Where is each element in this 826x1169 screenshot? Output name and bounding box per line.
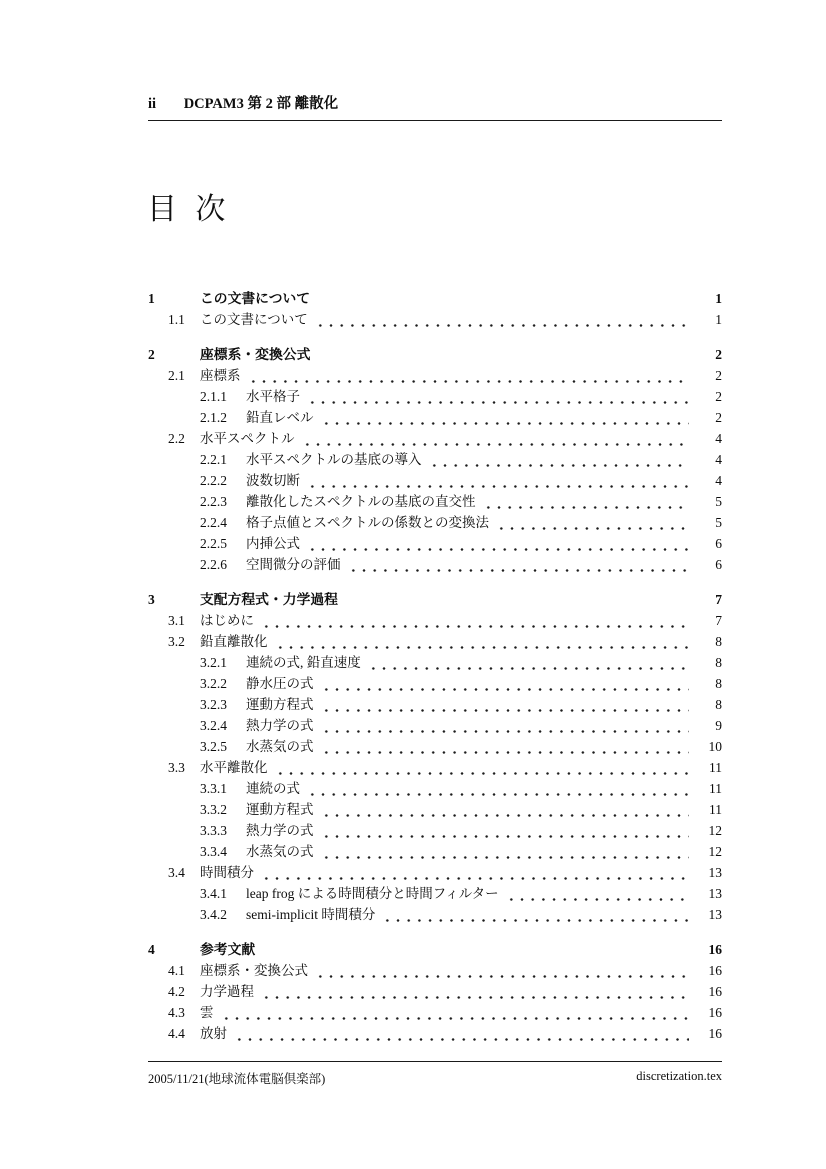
toc-entry-row <box>148 673 722 694</box>
toc-entry-row <box>148 883 722 904</box>
toc-entry-title: 水平スペクトルの基底の導入 <box>246 452 422 467</box>
toc-entry-number: 1 <box>148 291 155 306</box>
toc-entry-title: 静水圧の式 <box>246 676 314 691</box>
header-document-title: DCPAM3 第 2 部 離散化 <box>183 96 339 112</box>
toc-entry-row <box>148 610 722 631</box>
toc-entry-row <box>148 960 722 981</box>
toc-entry-page: 10 <box>708 739 722 754</box>
toc-entry-title: 座標系・変換公式 <box>200 963 308 978</box>
toc-entry-page: 2 <box>715 347 722 362</box>
toc-entry-number: 3.2.5 <box>200 739 227 754</box>
toc-dot-leader <box>313 960 689 981</box>
toc-entry-number: 4 <box>148 942 155 957</box>
toc-entry-title: 水平離散化 <box>200 760 268 775</box>
toc-entry-page: 16 <box>708 1026 722 1041</box>
toc-dot-leader <box>319 715 690 736</box>
toc-entry-row <box>148 470 722 491</box>
toc-entry-number: 3.4.2 <box>200 907 227 922</box>
toc-entry-number: 3.2.3 <box>200 697 227 712</box>
toc-entry-title: 運動方程式 <box>246 802 314 817</box>
toc-entry-number: 3.3.3 <box>200 823 227 838</box>
toc-entry-number: 3 <box>148 592 155 607</box>
toc-entry-number: 2.2.2 <box>200 473 227 488</box>
toc-entry-page: 13 <box>708 865 722 880</box>
toc-dot-leader <box>427 449 690 470</box>
toc-entry-number: 2.1.2 <box>200 410 227 425</box>
toc-entry-number: 2.2 <box>168 431 185 446</box>
toc-entry-title: 座標系・変換公式 <box>200 347 311 362</box>
toc-dot-leader <box>380 904 689 925</box>
toc-dot-leader <box>346 554 690 575</box>
toc-entry-number: 2.1.1 <box>200 389 227 404</box>
toc-entry-page: 5 <box>715 515 722 530</box>
toc-entry-row <box>148 386 722 407</box>
toc-dot-leader <box>219 1002 690 1023</box>
toc-dot-leader <box>481 491 690 512</box>
toc-dot-leader <box>319 841 690 862</box>
toc-entry-title: この文書について <box>200 312 308 327</box>
toc-entry-row <box>148 1002 722 1023</box>
toc-entry-number: 3.2.1 <box>200 655 227 670</box>
toc-entry-number: 3.2 <box>168 634 185 649</box>
toc-dot-leader <box>305 470 689 491</box>
toc-dot-leader <box>494 512 689 533</box>
toc-entry-number: 4.3 <box>168 1005 185 1020</box>
header-page-number: ii <box>148 96 157 112</box>
toc-entry-page: 2 <box>715 410 722 425</box>
toc-entry-title: 鉛直レベル <box>246 410 314 425</box>
toc-dot-leader <box>232 1023 689 1044</box>
toc-entry-page: 16 <box>708 942 722 957</box>
toc-entry-number: 3.3 <box>168 760 185 775</box>
toc-entry-row <box>148 407 722 428</box>
toc-entry-row <box>148 428 722 449</box>
page-header <box>148 92 722 121</box>
toc <box>148 288 722 1044</box>
toc-dot-leader <box>319 799 690 820</box>
footer-filename: discretization.tex <box>636 1069 722 1083</box>
toc-entry-title: 水蒸気の式 <box>246 844 314 859</box>
toc-entry-number: 4.1 <box>168 963 185 978</box>
toc-entry-title: 連続の式 <box>246 781 300 796</box>
toc-entry-page: 11 <box>709 802 722 817</box>
toc-entry-title: 水蒸気の式 <box>246 739 314 754</box>
toc-entry-number: 2.2.4 <box>200 515 227 530</box>
toc-entry-number: 2 <box>148 347 155 362</box>
toc-dot-leader <box>305 778 689 799</box>
toc-entry-number: 2.2.5 <box>200 536 227 551</box>
toc-entry-row <box>148 554 722 575</box>
toc-entry-title: 雲 <box>200 1005 214 1020</box>
toc-entry-page: 1 <box>715 312 722 327</box>
toc-chapter-row <box>148 589 722 610</box>
toc-entry-page: 8 <box>715 697 722 712</box>
toc-entry-row <box>148 694 722 715</box>
toc-dot-leader <box>259 610 689 631</box>
toc-entry-title: 運動方程式 <box>246 697 314 712</box>
toc-entry-row <box>148 981 722 1002</box>
toc-entry-number: 3.4.1 <box>200 886 227 901</box>
toc-entry-row <box>148 736 722 757</box>
toc-entry-title: 水平スペクトル <box>200 431 295 446</box>
toc-entry-row <box>148 757 722 778</box>
toc-entry-row <box>148 862 722 883</box>
toc-entry-number: 1.1 <box>168 312 185 327</box>
toc-entry-title: はじめに <box>200 613 254 628</box>
toc-entry-page: 8 <box>715 655 722 670</box>
toc-entry-row <box>148 449 722 470</box>
toc-dot-leader <box>259 862 689 883</box>
toc-entry-page: 2 <box>715 389 722 404</box>
toc-entry-row <box>148 799 722 820</box>
toc-chapter-row <box>148 344 722 365</box>
toc-entry-page: 9 <box>715 718 722 733</box>
toc-entry-page: 13 <box>708 886 722 901</box>
toc-entry-row <box>148 820 722 841</box>
toc-entry-page: 4 <box>715 452 722 467</box>
toc-entry-row <box>148 512 722 533</box>
toc-entry-page: 7 <box>715 592 722 607</box>
toc-entry-page: 16 <box>708 984 722 999</box>
toc-dot-leader <box>313 309 689 330</box>
toc-entry-row <box>148 309 722 330</box>
toc-entry-row <box>148 652 722 673</box>
toc-dot-leader <box>319 736 690 757</box>
toc-entry-title: 参考文献 <box>200 942 256 957</box>
toc-dot-leader <box>300 428 690 449</box>
toc-entry-page: 8 <box>715 634 722 649</box>
toc-entry-page: 16 <box>708 1005 722 1020</box>
toc-entry-row <box>148 841 722 862</box>
toc-entry-number: 3.2.4 <box>200 718 227 733</box>
toc-entry-title: semi-implicit 時間積分 <box>246 907 376 922</box>
toc-dot-leader <box>259 981 689 1002</box>
toc-entry-page: 6 <box>715 557 722 572</box>
toc-entry-title: 水平格子 <box>246 389 300 404</box>
toc-entry-title: 力学過程 <box>200 984 254 999</box>
toc-entry-page: 12 <box>708 823 722 838</box>
toc-entry-title: 離散化したスペクトルの基底の直交性 <box>246 494 476 509</box>
toc-entry-number: 3.3.1 <box>200 781 227 796</box>
toc-dot-leader <box>319 407 690 428</box>
toc-dot-leader <box>246 365 690 386</box>
toc-entry-title: 熱力学の式 <box>246 718 314 733</box>
toc-entry-title: 格子点値とスペクトルの係数との変換法 <box>246 515 489 530</box>
toc-entry-row <box>148 715 722 736</box>
toc-chapter-row <box>148 939 722 960</box>
toc-entry-number: 2.2.6 <box>200 557 227 572</box>
footer-date-credit: 2005/11/21(地球流体電脳倶楽部) <box>148 1072 326 1086</box>
toc-entry-title: 空間微分の評価 <box>246 557 341 572</box>
toc-entry-number: 2.2.3 <box>200 494 227 509</box>
toc-entry-row <box>148 365 722 386</box>
toc-entry-number: 3.3.4 <box>200 844 227 859</box>
page-footer <box>148 1061 722 1087</box>
toc-entry-number: 3.4 <box>168 865 185 880</box>
toc-entry-page: 13 <box>708 907 722 922</box>
toc-entry-row <box>148 491 722 512</box>
toc-entry-number: 3.1 <box>168 613 185 628</box>
toc-entry-page: 4 <box>715 431 722 446</box>
toc-entry-row <box>148 533 722 554</box>
toc-dot-leader <box>305 533 689 554</box>
toc-entry-page: 11 <box>709 781 722 796</box>
toc-entry-page: 11 <box>709 760 722 775</box>
toc-entry-title: 波数切断 <box>246 473 300 488</box>
toc-title: 目 次 <box>147 193 227 226</box>
toc-entry-page: 8 <box>715 676 722 691</box>
toc-dot-leader <box>504 883 689 904</box>
toc-entry-number: 2.2.1 <box>200 452 227 467</box>
toc-entry-page: 1 <box>715 291 722 306</box>
toc-entry-page: 12 <box>708 844 722 859</box>
toc-entry-title: leap frog による時間積分と時間フィルター <box>246 886 499 901</box>
toc-entry-number: 3.3.2 <box>200 802 227 817</box>
toc-entry-page: 6 <box>715 536 722 551</box>
toc-entry-page: 2 <box>715 368 722 383</box>
toc-entry-title: 鉛直離散化 <box>200 634 268 649</box>
toc-chapter-row <box>148 288 722 309</box>
toc-entry-title: 熱力学の式 <box>246 823 314 838</box>
toc-entry-title: 内挿公式 <box>246 536 300 551</box>
toc-dot-leader <box>366 652 689 673</box>
toc-dot-leader <box>319 673 690 694</box>
toc-entry-title: 支配方程式・力学過程 <box>200 592 338 607</box>
toc-entry-row <box>148 904 722 925</box>
toc-dot-leader <box>305 386 689 407</box>
toc-entry-title: この文書について <box>200 291 311 306</box>
toc-entry-title: 時間積分 <box>200 865 254 880</box>
toc-dot-leader <box>319 694 690 715</box>
toc-entry-row <box>148 778 722 799</box>
toc-entry-row <box>148 631 722 652</box>
toc-entry-title: 連続の式, 鉛直速度 <box>246 655 361 670</box>
toc-entry-row <box>148 1023 722 1044</box>
toc-dot-leader <box>273 757 690 778</box>
toc-dot-leader <box>319 820 690 841</box>
toc-entry-number: 4.4 <box>168 1026 185 1041</box>
toc-entry-page: 4 <box>715 473 722 488</box>
toc-entry-page: 16 <box>708 963 722 978</box>
toc-entry-page: 7 <box>715 613 722 628</box>
toc-dot-leader <box>273 631 690 652</box>
toc-entry-title: 座標系 <box>200 368 241 383</box>
toc-entry-page: 5 <box>715 494 722 509</box>
toc-entry-number: 2.1 <box>168 368 185 383</box>
toc-entry-title: 放射 <box>200 1026 227 1041</box>
toc-entry-number: 3.2.2 <box>200 676 227 691</box>
toc-entry-number: 4.2 <box>168 984 185 999</box>
